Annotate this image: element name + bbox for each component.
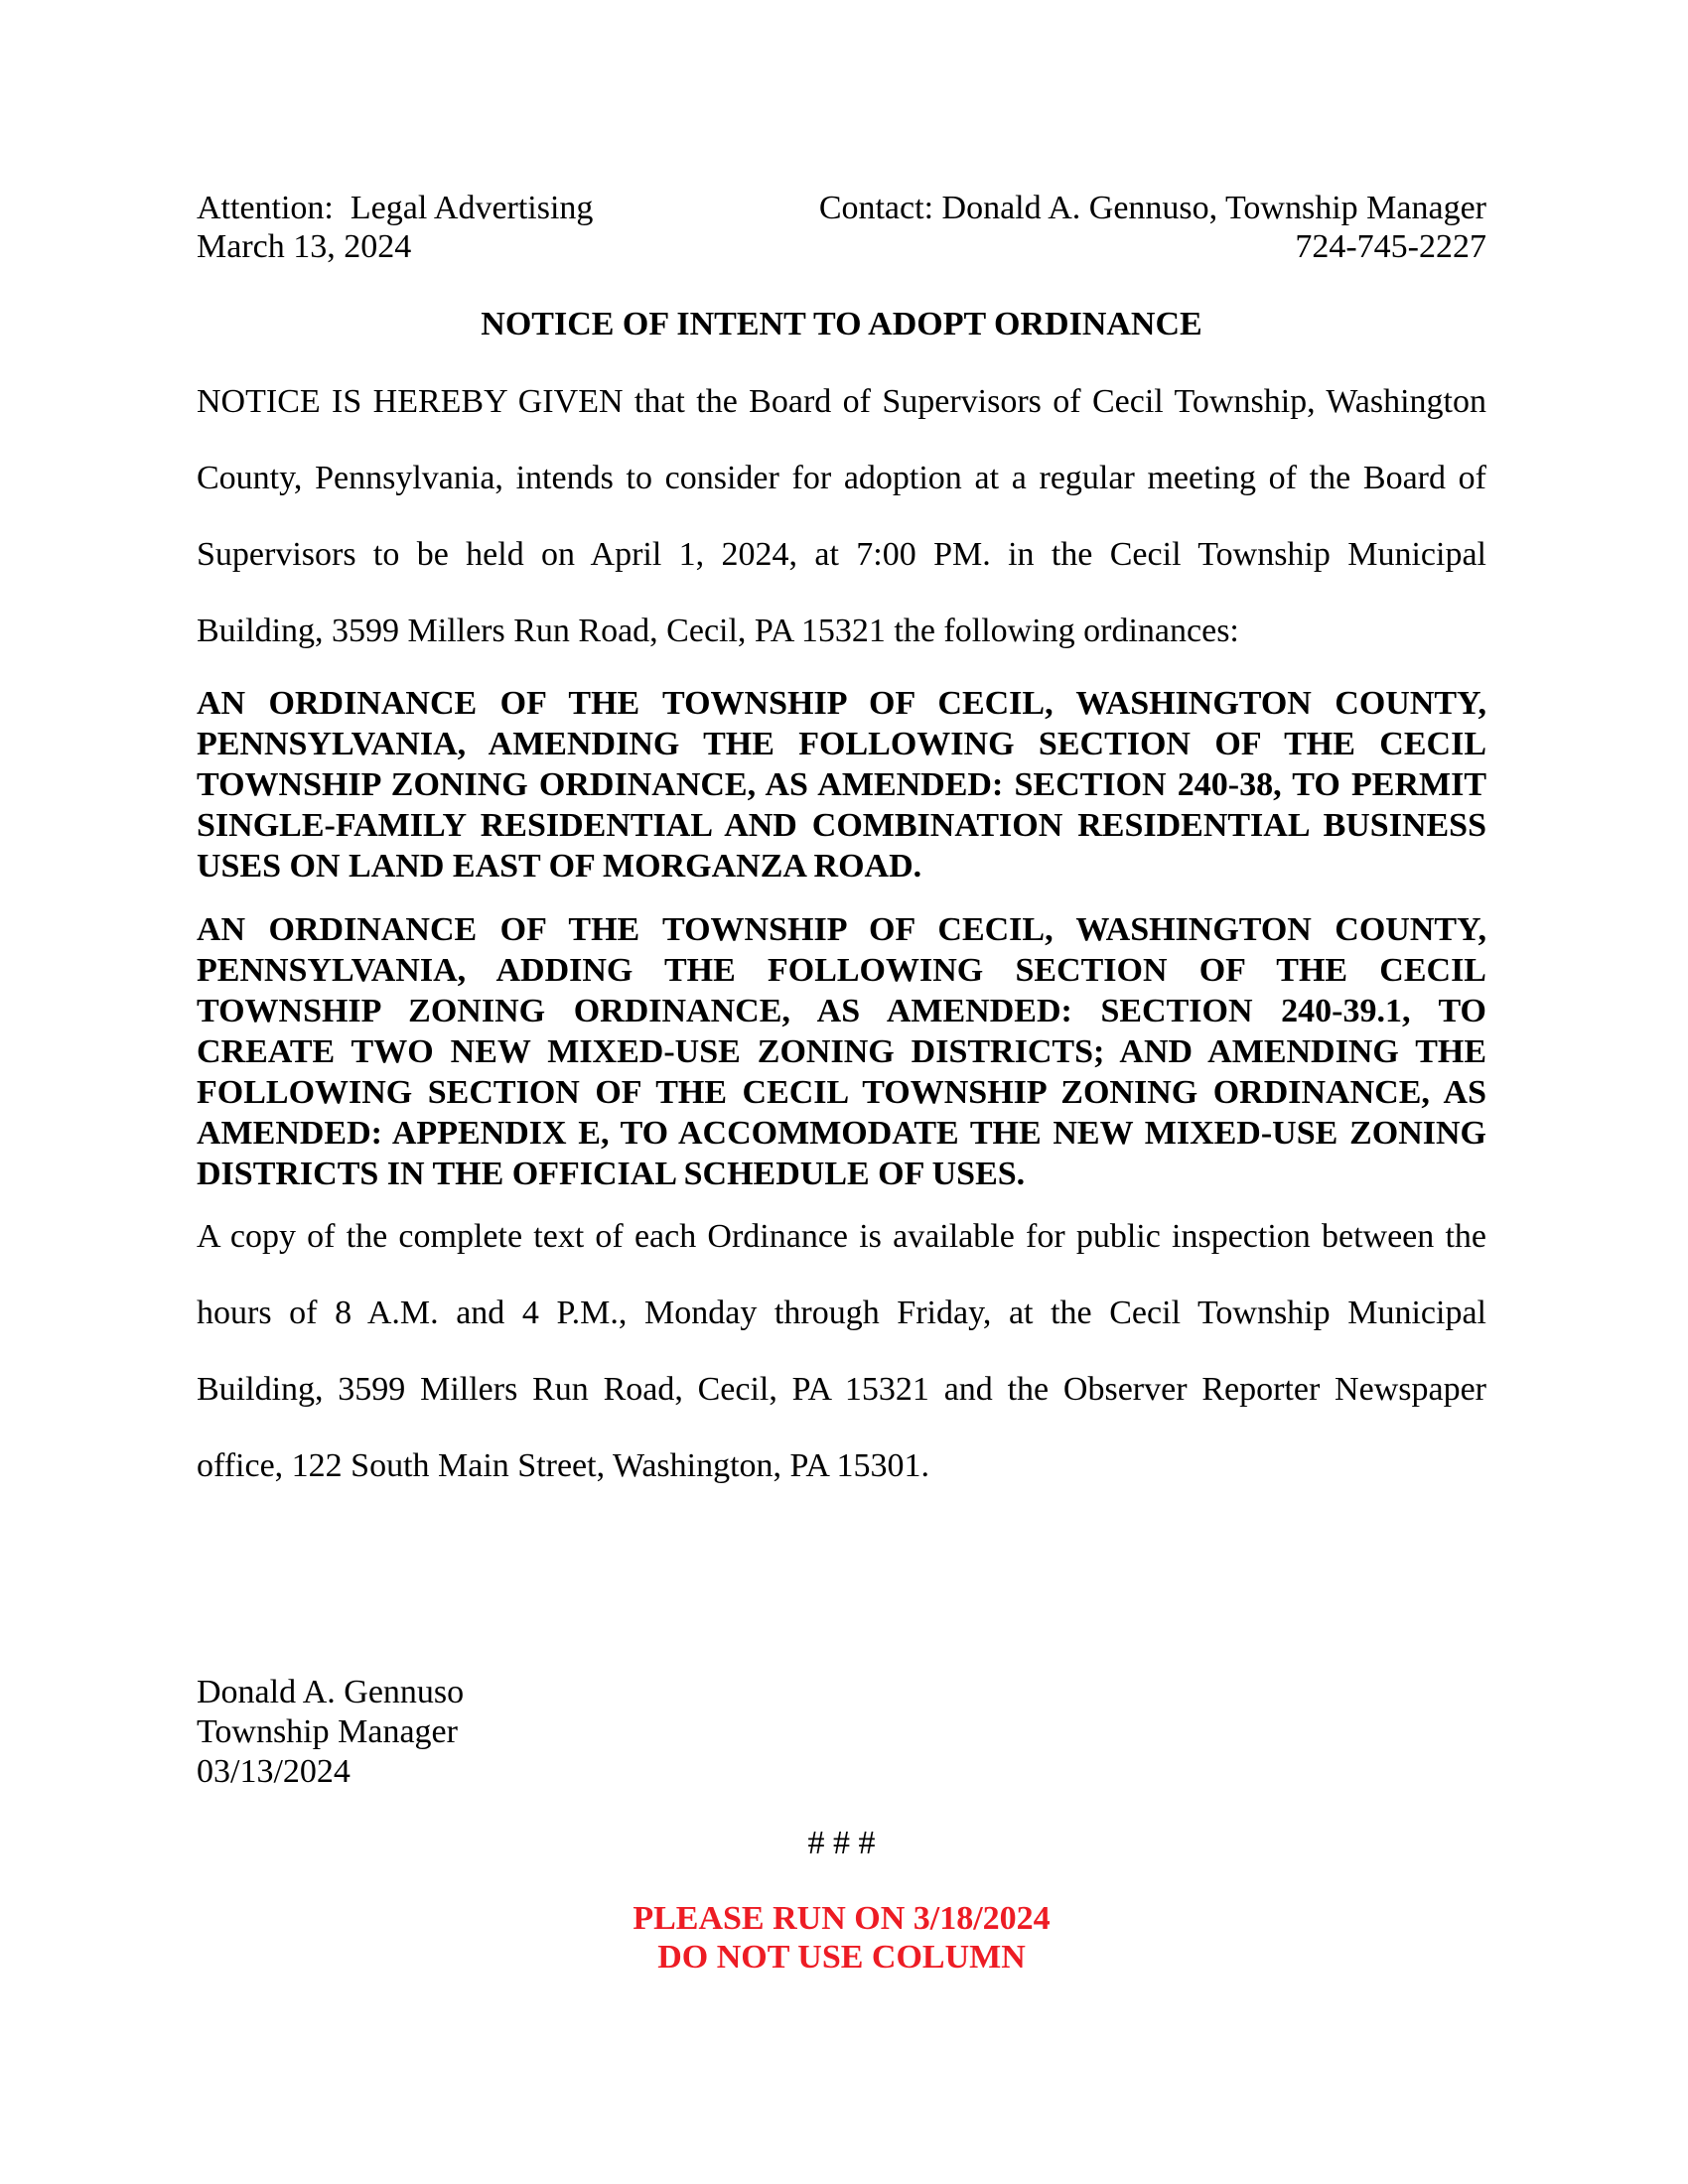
contact-line: Contact: Donald A. Gennuso, Township Manager: [818, 190, 1486, 226]
document-header: [197, 189, 1486, 266]
ordinance-paragraph-1: AN ORDINANCE OF THE TOWNSHIP OF CECIL, WASHINGTON COUNTY, PENNSYLVANIA, AMENDING THE FOLLOWING SECTION OF THE CECIL TOWNSHIP ZONING ORDINANCE, AS AMENDED: SECTION 240-38, TO PERMIT SINGLE-FAMILY RESIDENTIAL AND COMBINATION RESIDENTIAL BUSINESS USES ON LAND EAST OF MORGANZA ROAD.: [197, 685, 1486, 885]
no-column-line: DO NOT USE COLUMN: [657, 1939, 1026, 1976]
run-instructions: [197, 1899, 1486, 1977]
phone-line: 724-745-2227: [1295, 228, 1486, 265]
attention-line: Attention: Legal Advertising: [197, 190, 594, 226]
run-date-line: PLEASE RUN ON 3/18/2024: [633, 1900, 1051, 1937]
notice-paragraph: NOTICE IS HEREBY GIVEN that the Board of Supervisors of Cecil Township, Washington County, Pennsylvania, intends to consider for adoption at a regular meeting of the Board of Supervisors to be held on April 1, 2024, at 7:00 PM. in the Cecil Township Municipal Building, 3599 Millers Run Road, Cecil, PA 15321 the following ordinances:: [197, 383, 1486, 649]
ordinance-paragraph-2: AN ORDINANCE OF THE TOWNSHIP OF CECIL, WASHINGTON COUNTY, PENNSYLVANIA, ADDING THE FOLLOWING SECTION OF THE CECIL TOWNSHIP ZONING ORDINANCE, AS AMENDED: SECTION 240-39.1, TO CREATE TWO NEW MIXED-USE ZONING DISTRICTS; AND AMENDING THE FOLLOWING SECTION OF THE CECIL TOWNSHIP ZONING ORDINANCE, AS AMENDED: APPENDIX E, TO ACCOMMODATE THE NEW MIXED-USE ZONING DISTRICTS IN THE OFFICIAL SCHEDULE OF USES.: [197, 911, 1486, 1192]
date-line: March 13, 2024: [197, 228, 412, 265]
notice-title: NOTICE OF INTENT TO ADOPT ORDINANCE: [481, 306, 1202, 342]
signature-date: 03/13/2024: [197, 1753, 351, 1790]
header-row-1: [197, 189, 1486, 227]
signature-name: Donald A. Gennuso: [197, 1674, 465, 1710]
signature-title: Township Manager: [197, 1713, 458, 1750]
header-row-2: [197, 227, 1486, 266]
end-mark: # # #: [807, 1825, 876, 1861]
inspection-paragraph: A copy of the complete text of each Ordinance is available for public inspection between the hours of 8 A.M. and 4 P.M., Monday through Friday, at the Cecil Township Municipal Building, 3599 Millers Run Road, Cecil, PA 15321 and the Observer Reporter Newspaper office, 122 South Main Street, Washington, PA 15301.: [197, 1218, 1486, 1484]
signature-block: [197, 1673, 1486, 1792]
